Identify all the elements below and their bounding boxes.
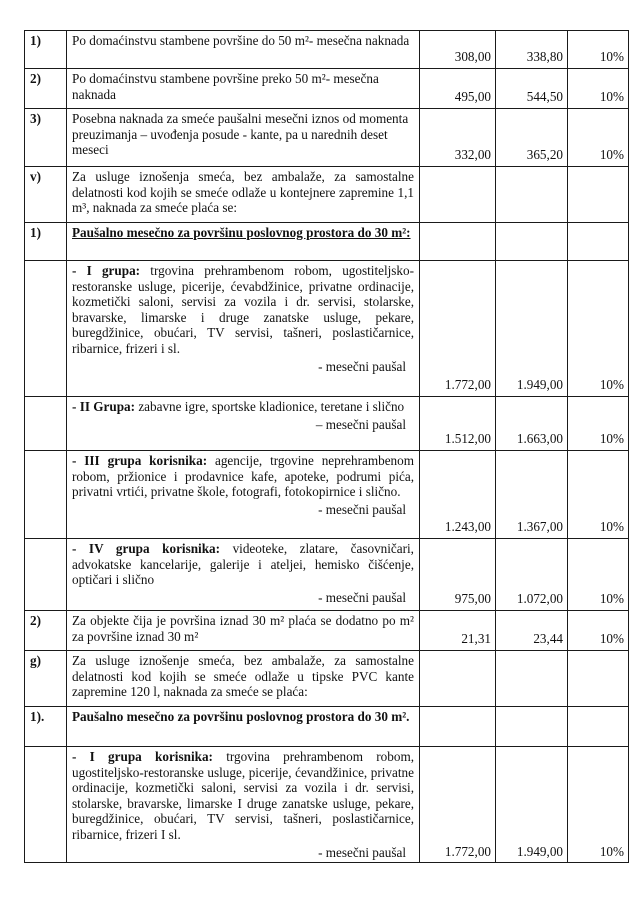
row-index: 1). xyxy=(25,707,67,747)
row-description xyxy=(67,707,420,747)
row-description xyxy=(67,31,420,69)
empty-cell xyxy=(25,539,67,611)
description-text: zabavne igre, sportske kladionice, teretane i slično xyxy=(135,399,405,414)
table-row xyxy=(25,707,629,747)
percent-cell: 10% xyxy=(568,261,629,397)
monthly-flat-label: - mesečni paušal xyxy=(318,358,406,374)
empty-cell xyxy=(568,223,629,261)
description-text: Za usluge iznošenje smeća, bez ambalaže, za samostalne delatnosti kod kojih se smeće odlaže u tipske PVC kante zapremine 120 l, naknada za smeće se plaća: xyxy=(72,653,414,700)
row-description xyxy=(67,747,420,863)
row-description xyxy=(67,611,420,651)
value-cell: 308,00 xyxy=(420,31,496,69)
row-description xyxy=(67,223,420,261)
value-cell: 1.949,00 xyxy=(496,261,568,397)
row-index: 1) xyxy=(25,31,67,69)
row-description xyxy=(67,539,420,611)
value-cell: 1.772,00 xyxy=(420,261,496,397)
description-text: Za usluge iznošenja smeća, bez ambalaže, za samostalne delatnosti kod kojih se smeće odlaže u kontejnere zapremine 1,1 m³, naknada za smeće plaća se: xyxy=(72,169,414,216)
value-cell: 338,80 xyxy=(496,31,568,69)
empty-cell xyxy=(496,167,568,223)
table-row xyxy=(25,397,629,451)
empty-cell xyxy=(25,397,67,451)
monthly-flat-label: – mesečni paušal xyxy=(315,416,406,432)
description-text: agencije, trgovine neprehrambenom robom, pržionice i prodavnice kafe, apoteke, podrumi pića, privatni vrtići, privatne škole, fotografi, fotokopirnice i slično. xyxy=(72,453,414,500)
table-row xyxy=(25,651,629,707)
percent-cell: 10% xyxy=(568,31,629,69)
table-row xyxy=(25,451,629,539)
group-label: - III grupa korisnika: xyxy=(72,453,208,468)
value-cell: 975,00 xyxy=(420,539,496,611)
empty-cell xyxy=(568,651,629,707)
description-text: Po domaćinstvu stambene površine preko 50 m²- mesečna naknada xyxy=(72,71,379,102)
row-index: v) xyxy=(25,167,67,223)
value-cell: 1.367,00 xyxy=(496,451,568,539)
table-row xyxy=(25,539,629,611)
empty-cell xyxy=(496,707,568,747)
empty-cell xyxy=(420,223,496,261)
percent-cell: 10% xyxy=(568,451,629,539)
table-row xyxy=(25,747,629,863)
value-cell: 1.772,00 xyxy=(420,747,496,863)
row-description xyxy=(67,451,420,539)
group-label: - II Grupa: xyxy=(72,399,136,414)
table-row xyxy=(25,31,629,69)
row-index: 2) xyxy=(25,69,67,109)
section-heading: Paušalno mesečno za površinu poslovnog prostora do 30 m²: xyxy=(72,225,411,240)
empty-cell xyxy=(496,651,568,707)
value-cell: 544,50 xyxy=(496,69,568,109)
empty-cell xyxy=(568,167,629,223)
value-cell: 332,00 xyxy=(420,109,496,167)
empty-cell xyxy=(25,261,67,397)
section-heading: Paušalno mesečno za površinu poslovnog prostora do 30 m². xyxy=(72,709,410,724)
percent-cell: 10% xyxy=(568,109,629,167)
value-cell: 495,00 xyxy=(420,69,496,109)
table-row xyxy=(25,223,629,261)
description-text: trgovina prehrambenom robom, ugostiteljsko-restoranske usluge, picerije, ćevabdžinice, privatne ordinacije, kozmetički saloni, servisi za vozila i dr. servisi, stolarske, bravarske, limarske i druge zanatske usluge, pekare, buregdžinice, obućari, TV servisi, tašneri, poslastičarnice, ribarnice, frizeri i sl. xyxy=(72,263,414,356)
empty-cell xyxy=(496,223,568,261)
value-cell: 1.663,00 xyxy=(496,397,568,451)
value-cell: 1.512,00 xyxy=(420,397,496,451)
row-description xyxy=(67,167,420,223)
description-text: trgovina prehrambenom robom, ugostiteljsko-restoranske usluge, picerije, ćevandžinice, privatne ordinacije, kozmetički saloni, servisi za vozila i dr. servisi, stolarske, bravarske, limarske I druge zanatske usluge, pekare, buregdžinice, obućari, TV servisi, tašneri, poslastičarnice, ribarnice, frizeri I sl. xyxy=(72,749,414,842)
empty-cell xyxy=(25,451,67,539)
table-row xyxy=(25,109,629,167)
value-cell: 21,31 xyxy=(420,611,496,651)
group-label: - IV grupa korisnika: xyxy=(72,541,221,556)
empty-cell xyxy=(420,167,496,223)
description-text: Po domaćinstvu stambene površine do 50 m²- mesečna naknada xyxy=(72,33,410,48)
group-label: - I grupa korisnika: xyxy=(72,749,213,764)
group-label: - I grupa: xyxy=(72,263,141,278)
row-description xyxy=(67,69,420,109)
row-index: g) xyxy=(25,651,67,707)
row-description xyxy=(67,109,420,167)
row-description xyxy=(67,261,420,397)
monthly-flat-label: - mesečni paušal xyxy=(318,844,406,860)
table-row xyxy=(25,611,629,651)
table-row xyxy=(25,261,629,397)
value-cell: 1.243,00 xyxy=(420,451,496,539)
monthly-flat-label: - mesečni paušal xyxy=(318,501,406,517)
fee-table xyxy=(24,30,629,863)
row-index: 3) xyxy=(25,109,67,167)
empty-cell xyxy=(25,747,67,863)
monthly-flat-label: - mesečni paušal xyxy=(318,589,406,605)
row-index: 1) xyxy=(25,223,67,261)
percent-cell: 10% xyxy=(568,611,629,651)
empty-cell xyxy=(420,651,496,707)
value-cell: 365,20 xyxy=(496,109,568,167)
value-cell: 23,44 xyxy=(496,611,568,651)
description-text: Za objekte čija je površina iznad 30 m² plaća se dodatno po m² za površine iznad 30 m² xyxy=(72,613,414,644)
percent-cell: 10% xyxy=(568,539,629,611)
row-description xyxy=(67,651,420,707)
percent-cell: 10% xyxy=(568,747,629,863)
value-cell: 1.949,00 xyxy=(496,747,568,863)
percent-cell: 10% xyxy=(568,69,629,109)
row-description xyxy=(67,397,420,451)
empty-cell xyxy=(420,707,496,747)
percent-cell: 10% xyxy=(568,397,629,451)
description-text: Posebna naknada za smeće paušalni mesečni iznos od momenta preuzimanja – uvođenja posude - kante, pa u narednih deset meseci xyxy=(72,111,409,158)
value-cell: 1.072,00 xyxy=(496,539,568,611)
row-index: 2) xyxy=(25,611,67,651)
table-row xyxy=(25,69,629,109)
description-text: videoteke, zlatare, časovničari, advokatske kancelarije, galerije i ateljei, hemisko čišćenje, optičari i slično xyxy=(72,541,414,588)
table-row xyxy=(25,167,629,223)
empty-cell xyxy=(568,707,629,747)
